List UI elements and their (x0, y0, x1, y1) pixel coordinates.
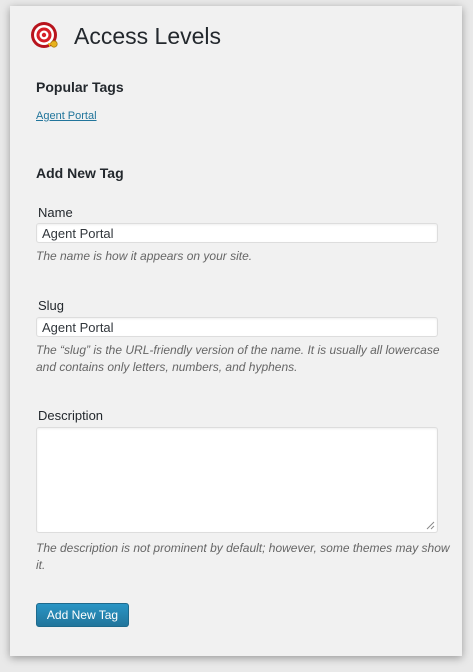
add-new-tag-button[interactable]: Add New Tag (36, 603, 129, 627)
name-input[interactable] (36, 223, 438, 243)
add-new-tag-heading: Add New Tag (36, 165, 124, 181)
popular-tags-heading: Popular Tags (36, 79, 124, 95)
page-title: Access Levels (74, 22, 222, 49)
slug-input[interactable] (36, 317, 438, 337)
description-help: The description is not prominent by default; however, some themes may show it. (36, 541, 450, 572)
description-textarea[interactable] (36, 427, 438, 533)
description-label: Description (38, 408, 104, 423)
name-help: The name is how it appears on your site. (36, 249, 253, 263)
name-label: Name (38, 205, 73, 220)
resize-handle-icon[interactable] (425, 520, 435, 530)
slug-help: The “slug” is the URL-friendly version of the name. It is usually all lowercase and contains only letters, numbers, and hyphens. (36, 343, 440, 374)
panel (10, 6, 462, 656)
page-header (30, 20, 221, 52)
slug-label: Slug (38, 298, 65, 313)
popular-tag-agent-portal[interactable]: Agent Portal (36, 110, 97, 122)
target-key-icon (30, 20, 62, 52)
